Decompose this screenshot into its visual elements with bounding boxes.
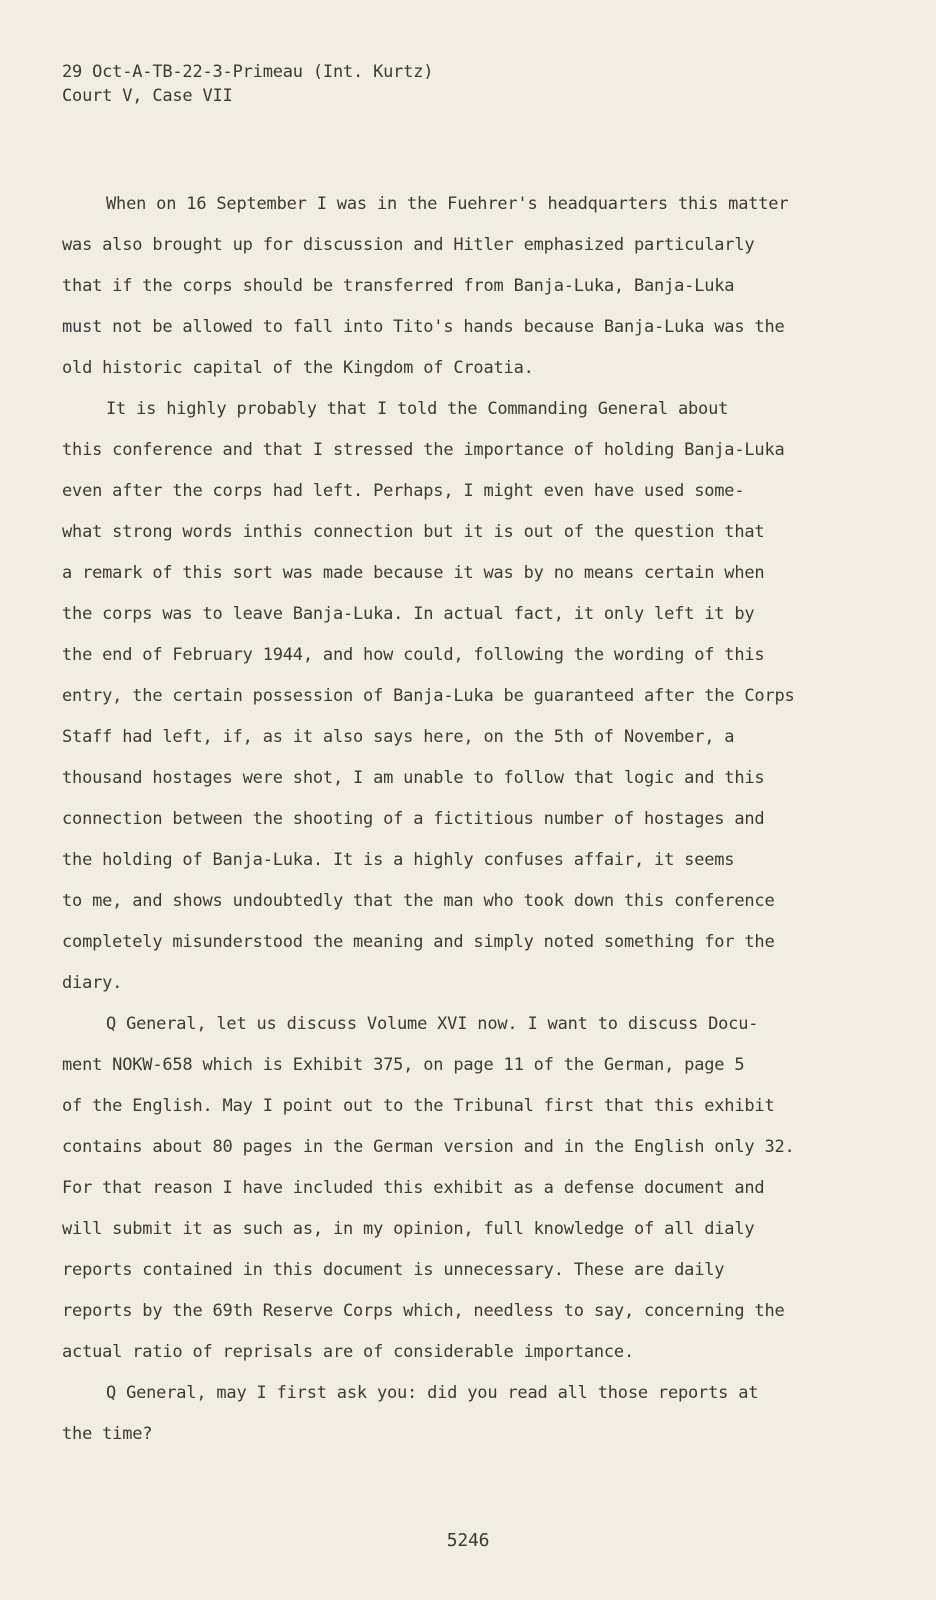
transcript-line: will submit it as such as, in my opinion, full knowledge of all dialy <box>62 1219 755 1239</box>
header-court-line: Court V, Case VII <box>62 86 233 106</box>
header-reference-line: 29 Oct-A-TB-22-3-Primeau (Int. Kurtz) <box>62 62 434 82</box>
transcript-line: this conference and that I stressed the importance of holding Banja-Luka <box>62 440 785 460</box>
transcript-line: entry, the certain possession of Banja-Luka be guaranteed after the Corps <box>62 686 795 706</box>
transcript-line: the time? <box>62 1424 153 1444</box>
transcript-line: that if the corps should be transferred from Banja-Luka, Banja-Luka <box>62 276 735 296</box>
transcript-body <box>62 184 862 1455</box>
transcript-line: connection between the shooting of a fictitious number of hostages and <box>62 809 765 829</box>
document-header <box>62 60 433 108</box>
transcript-line: Q General, let us discuss Volume XVI now. I want to discuss Docu- <box>106 1014 759 1034</box>
transcript-line: thousand hostages were shot, I am unable to follow that logic and this <box>62 768 765 788</box>
transcript-line: When on 16 September I was in the Fuehrer's headquarters this matter <box>106 194 789 214</box>
transcript-line: completely misunderstood the meaning and simply noted something for the <box>62 932 775 952</box>
transcript-line: contains about 80 pages in the German version and in the English only 32. <box>62 1137 795 1157</box>
transcript-line: a remark of this sort was made because it was by no means certain when <box>62 563 765 583</box>
transcript-line: to me, and shows undoubtedly that the man who took down this conference <box>62 891 775 911</box>
transcript-line: diary. <box>62 973 123 993</box>
transcript-line: For that reason I have included this exhibit as a defense document and <box>62 1178 765 1198</box>
transcript-line: what strong words inthis connection but it is out of the question that <box>62 522 765 542</box>
transcript-line: ment NOKW-658 which is Exhibit 375, on page 11 of the German, page 5 <box>62 1055 745 1075</box>
transcript-line: It is highly probably that I told the Commanding General about <box>106 399 729 419</box>
transcript-line: the end of February 1944, and how could, following the wording of this <box>62 645 765 665</box>
transcript-line: reports contained in this document is unnecessary. These are daily <box>62 1260 725 1280</box>
transcript-line: actual ratio of reprisals are of considerable importance. <box>62 1342 634 1362</box>
page-number: 5246 <box>446 1530 490 1551</box>
transcript-line: the corps was to leave Banja-Luka. In actual fact, it only left it by <box>62 604 755 624</box>
transcript-line: Q General, may I first ask you: did you read all those reports at <box>106 1383 759 1403</box>
transcript-line: Staff had left, if, as it also says here, on the 5th of November, a <box>62 727 735 747</box>
transcript-line: must not be allowed to fall into Tito's hands because Banja-Luka was the <box>62 317 785 337</box>
transcript-line: old historic capital of the Kingdom of Croatia. <box>62 358 534 378</box>
transcript-line: reports by the 69th Reserve Corps which, needless to say, concerning the <box>62 1301 785 1321</box>
transcript-line: was also brought up for discussion and Hitler emphasized particularly <box>62 235 755 255</box>
transcript-line: the holding of Banja-Luka. It is a highly confuses affair, it seems <box>62 850 735 870</box>
transcript-line: of the English. May I point out to the Tribunal first that this exhibit <box>62 1096 775 1116</box>
transcript-line: even after the corps had left. Perhaps, I might even have used some- <box>62 481 745 501</box>
